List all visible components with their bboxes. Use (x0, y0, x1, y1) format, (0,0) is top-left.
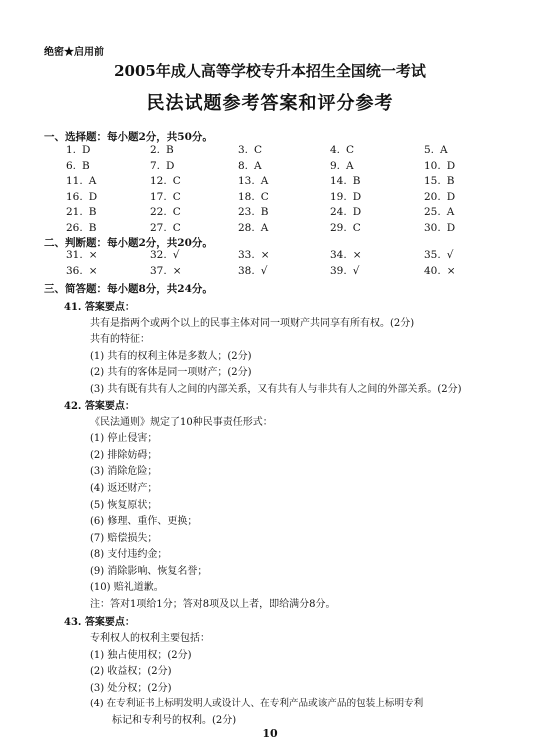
q41-line: (2) 共有的客体是同一项财产；(2分) (90, 367, 252, 378)
question-number: 10. (424, 159, 441, 172)
q42-line: (8) 支付违约金； (90, 549, 168, 560)
q42-line: (1) 停止侵害； (90, 433, 158, 444)
q41-line: (1) 共有的权利主体是多数人；(2分) (90, 351, 252, 362)
question-number: 20. (424, 190, 441, 203)
question-number: 37. (150, 264, 167, 277)
question-number: 36. (66, 264, 83, 277)
q42-line: (10) 赔礼道歉。 (90, 582, 164, 593)
answer-value: × (446, 264, 456, 277)
q41-title: 41. 答案要点： (64, 302, 135, 313)
answer-cell (330, 222, 361, 234)
answer-cell (66, 206, 96, 218)
answer-value: C (260, 190, 269, 203)
answer-value: B (88, 206, 97, 218)
question-number: 34. (330, 249, 347, 261)
question-number: 9. (330, 159, 341, 172)
answer-value: D (446, 159, 456, 172)
answer-cell (424, 222, 455, 234)
question-number: 3. (238, 144, 249, 156)
answer-cell (424, 144, 448, 156)
q42-line: (6) 修理、重作、更换； (90, 516, 198, 527)
answer-value: D (88, 190, 98, 203)
answer-value: B (260, 206, 269, 218)
answer-value: √ (260, 264, 268, 277)
answer-value: A (346, 159, 354, 172)
q42-line: 《民法通则》规定了10种民事责任形式： (90, 417, 273, 428)
question-number: 13. (238, 175, 255, 187)
question-number: 22. (150, 206, 167, 218)
answer-cell (150, 144, 174, 156)
question-number: 38. (238, 264, 255, 277)
answer-cell (150, 206, 181, 218)
secret-label: 绝密★启用前 (44, 47, 104, 58)
answer-cell (66, 265, 98, 277)
answer-value: C (254, 144, 263, 156)
question-number: 6. (66, 159, 77, 172)
q43-line: (4) 在专利证书上标明发明人或设计人、在专利产品或该产品的包装上标明专利 (90, 698, 424, 709)
answer-cell (330, 206, 361, 218)
q41-line: (3) 共有既有共有人之间的内部关系，又有共有人与非共有人之间的外部关系。(2分) (90, 384, 462, 395)
answer-value: × (172, 264, 182, 277)
answer-value: × (352, 249, 362, 261)
answer-cell (238, 175, 268, 187)
q43-line: (3) 处分权；(2分) (90, 683, 172, 694)
answer-cell (330, 265, 359, 277)
answer-cell (330, 249, 362, 261)
answer-cell (424, 191, 455, 203)
answer-value: D (166, 159, 175, 172)
document-subtitle: 民法试题参考答案和评分参考 (146, 93, 394, 114)
question-number: 2. (150, 144, 161, 156)
answer-value: A (88, 175, 97, 187)
q43-line: 专利权人的权利主要包括： (90, 633, 210, 644)
answer-cell (424, 249, 453, 261)
answer-cell (238, 191, 269, 203)
answer-cell (424, 206, 454, 218)
q42-title: 42. 答案要点： (64, 401, 135, 412)
answer-cell (66, 175, 96, 187)
section-1-heading: 一、选择题：每小题2分，共50分。 (44, 131, 213, 143)
answer-cell (150, 265, 182, 277)
question-number: 5. (424, 144, 435, 156)
answer-cell (150, 249, 179, 261)
section-3-heading: 三、简答题：每小题8分，共24分。 (44, 283, 213, 295)
q43-line: 标记和专利号的权利。(2分) (112, 715, 237, 726)
q41-line: 共有是指两个或两个以上的民事主体对同一项财产共同享有所有权。(2分) (90, 318, 415, 329)
answer-cell (330, 144, 354, 156)
answer-cell (150, 191, 181, 203)
answer-cell (330, 175, 360, 187)
question-number: 28. (238, 221, 255, 234)
answer-cell (66, 160, 90, 172)
exam-title: 2005年成人高等学校专升本招生全国统一考试 (114, 62, 426, 80)
answer-value: B (166, 144, 174, 156)
question-number: 25. (424, 206, 441, 218)
answer-value: B (352, 175, 361, 187)
answer-value: √ (352, 264, 360, 277)
question-number: 24. (330, 206, 347, 218)
answer-value: C (346, 144, 355, 156)
answer-cell (238, 206, 268, 218)
question-number: 11. (66, 175, 83, 187)
q41-line: 共有的特征： (90, 334, 150, 345)
q42-line: (3) 消除危险； (90, 466, 158, 477)
q43-line: (2) 收益权；(2分) (90, 666, 172, 677)
answer-cell (150, 175, 181, 187)
answer-value: C (172, 175, 181, 187)
answer-value: A (254, 159, 262, 172)
q43-title: 43. 答案要点： (64, 617, 135, 628)
answer-cell (66, 222, 96, 234)
answer-cell (330, 160, 354, 172)
answer-value: B (446, 175, 455, 187)
answer-value: C (172, 221, 181, 234)
answer-value: A (446, 206, 455, 218)
question-number: 26. (66, 221, 83, 234)
question-number: 16. (66, 190, 83, 203)
question-number: 4. (330, 144, 341, 156)
question-number: 15. (424, 175, 441, 187)
answer-value: × (88, 249, 98, 261)
q42-line: (4) 返还财产； (90, 483, 158, 494)
question-number: 12. (150, 175, 167, 187)
question-number: 8. (238, 159, 249, 172)
answer-cell (66, 191, 97, 203)
section-2-heading: 二、判断题：每小题2分，共20分。 (44, 237, 213, 249)
answer-value: C (172, 206, 181, 218)
question-number: 35. (424, 249, 441, 261)
answer-cell (424, 160, 455, 172)
answer-value: √ (172, 249, 180, 261)
question-number: 14. (330, 175, 347, 187)
answer-value: √ (446, 249, 454, 261)
q42-line: (9) 消除影响、恢复名誉； (90, 566, 208, 577)
question-number: 32. (150, 249, 167, 261)
answer-value: C (352, 221, 361, 234)
answer-value: × (260, 249, 270, 261)
answer-value: A (260, 221, 269, 234)
answer-value: × (88, 264, 98, 277)
q42-note: 注：答对1项给1分；答对8项及以上者，即给满分8分。 (90, 599, 336, 610)
answer-cell (150, 160, 174, 172)
answer-cell (66, 144, 90, 156)
answer-value: C (172, 190, 181, 203)
answer-value: A (440, 144, 448, 156)
answer-cell (330, 191, 361, 203)
question-number: 33. (238, 249, 255, 261)
question-number: 18. (238, 190, 255, 203)
answer-cell (238, 265, 267, 277)
answer-cell (238, 249, 270, 261)
answer-value: D (446, 221, 456, 234)
question-number: 30. (424, 221, 441, 234)
question-number: 7. (150, 159, 161, 172)
question-number: 19. (330, 190, 347, 203)
answer-cell (424, 175, 454, 187)
answer-value: D (352, 190, 362, 203)
question-number: 39. (330, 264, 347, 277)
answer-cell (238, 160, 262, 172)
answer-value: B (82, 159, 90, 172)
answer-value: D (352, 206, 362, 218)
page-number: 10 (262, 727, 278, 740)
q43-line: (1) 独占使用权；(2分) (90, 650, 192, 661)
question-number: 23. (238, 206, 255, 218)
question-number: 27. (150, 221, 167, 234)
q42-line: (5) 恢复原状； (90, 500, 158, 511)
answer-value: A (260, 175, 269, 187)
answer-cell (238, 222, 268, 234)
question-number: 21. (66, 206, 83, 218)
question-number: 1. (66, 144, 77, 156)
answer-cell (150, 222, 181, 234)
answer-cell (66, 249, 98, 261)
answer-cell (238, 144, 262, 156)
q42-line: (2) 排除妨碍； (90, 450, 158, 461)
question-number: 29. (330, 221, 347, 234)
answer-value: D (446, 190, 456, 203)
question-number: 17. (150, 190, 167, 203)
q42-line: (7) 赔偿损失； (90, 533, 158, 544)
question-number: 40. (424, 264, 441, 277)
answer-value: D (82, 144, 91, 156)
answer-cell (424, 265, 456, 277)
answer-value: B (88, 221, 97, 234)
question-number: 31. (66, 249, 83, 261)
